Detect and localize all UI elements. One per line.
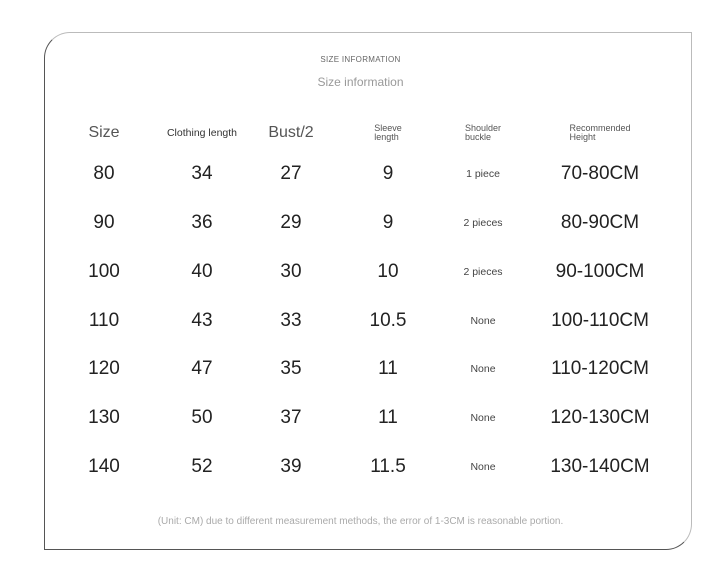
cell-clothing-length: 47 (191, 358, 213, 379)
cell-sleeve-length: 10.5 (369, 310, 407, 331)
cell-shoulder-buckle: None (470, 412, 496, 424)
cell-size: 80 (93, 163, 115, 184)
cell-size: 90 (93, 212, 115, 233)
cell-shoulder-buckle: None (470, 363, 496, 375)
cell-shoulder-buckle: 2 pieces (463, 217, 503, 229)
cell-recommended-height: 70-80CM (560, 163, 640, 184)
cell-bust: 30 (280, 261, 302, 282)
cell-bust: 35 (280, 358, 302, 379)
cell-recommended-height: 110-120CM (551, 358, 649, 379)
header-clothing-length: Clothing length (166, 127, 238, 139)
header-shoulder-buckle: Shoulder buckle (464, 123, 502, 142)
cell-bust: 29 (280, 212, 302, 233)
unit-footnote: (Unit: CM) due to different measurement methods, the error of 1-3CM is reasonable portion. (157, 516, 564, 527)
cell-sleeve-length: 11.5 (370, 456, 406, 477)
cell-bust: 39 (280, 456, 302, 477)
cell-sleeve-length: 11 (378, 407, 398, 428)
header-size: Size (88, 124, 120, 141)
cell-recommended-height: 130-140CM (550, 456, 650, 477)
cell-clothing-length: 36 (191, 212, 213, 233)
cell-size: 130 (88, 407, 120, 428)
cell-shoulder-buckle: 1 piece (466, 168, 500, 180)
cell-shoulder-buckle: 2 pieces (463, 266, 503, 278)
cell-shoulder-buckle: None (470, 315, 496, 327)
cell-sleeve-length: 11 (378, 358, 398, 379)
header-recommended-height: Recommended Height (569, 123, 631, 142)
chart-subtitle: Size information (317, 75, 404, 89)
cell-size: 120 (88, 358, 120, 379)
chart-title: SIZE INFORMATION (320, 55, 401, 64)
cell-clothing-length: 52 (191, 456, 213, 477)
header-sleeve-length: Sleeve length (374, 123, 402, 142)
cell-clothing-length: 50 (191, 407, 213, 428)
cell-clothing-length: 40 (191, 261, 213, 282)
cell-bust: 33 (280, 310, 302, 331)
cell-bust: 27 (280, 163, 302, 184)
cell-sleeve-length: 9 (382, 212, 394, 233)
cell-bust: 37 (280, 407, 302, 428)
cell-recommended-height: 90-100CM (555, 261, 645, 282)
cell-recommended-height: 80-90CM (560, 212, 640, 233)
cell-recommended-height: 120-130CM (550, 407, 650, 428)
cell-size: 110 (88, 310, 120, 331)
cell-shoulder-buckle: None (470, 461, 496, 473)
cell-size: 140 (88, 456, 120, 477)
cell-sleeve-length: 9 (382, 163, 394, 184)
header-bust: Bust/2 (268, 124, 314, 141)
cell-sleeve-length: 10 (377, 261, 399, 282)
cell-recommended-height: 100-110CM (551, 310, 649, 331)
cell-clothing-length: 34 (191, 163, 213, 184)
cell-size: 100 (88, 261, 120, 282)
cell-clothing-length: 43 (191, 310, 213, 331)
